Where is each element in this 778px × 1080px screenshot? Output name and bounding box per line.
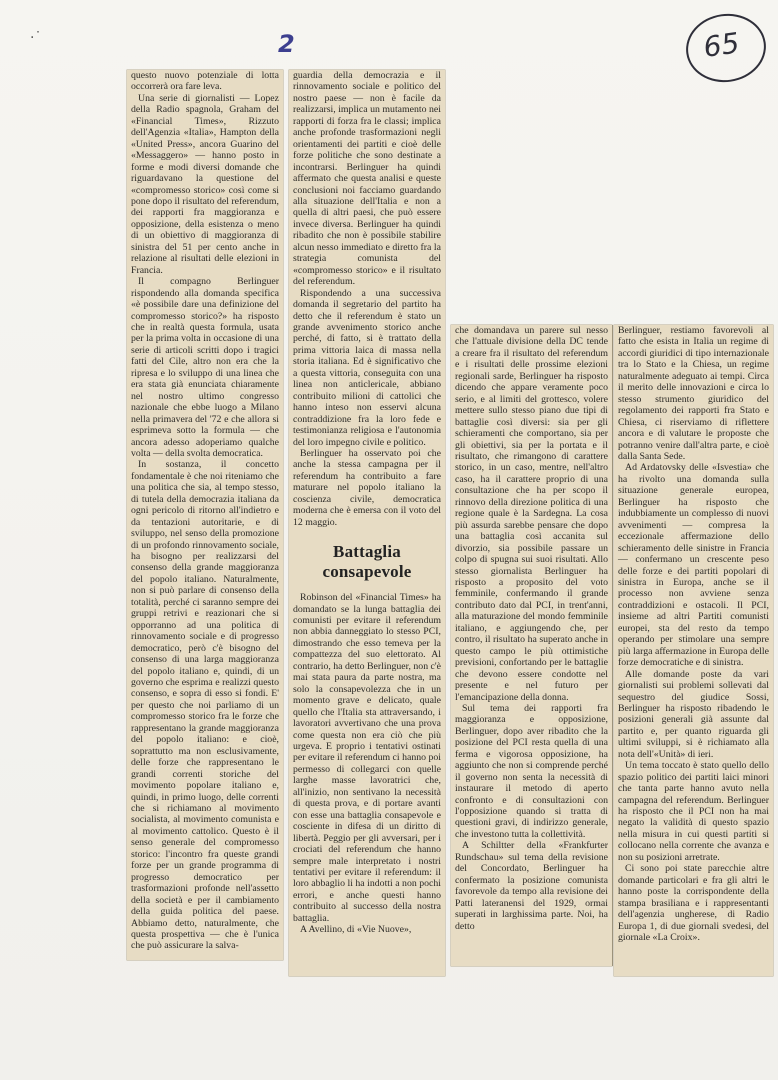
clipping-column-1 [127,70,283,960]
clipping-column-3 [451,325,612,966]
corner-mark: ·˙ [30,30,42,46]
column-rule [612,325,613,966]
paragraph: Berlinguer ha osservato poi che anche la stessa campagna per il referendum ha contribuito a fare maturare nel popolo italiano la coscienza civile, democratica moderna che è emersa con il voto del 12 maggio. [293,447,441,528]
paragraph: Il compagno Berlinguer rispondendo alla domanda specifica «è possibile dare una definizione del compromesso storico?» ha risposto che in realtà questa formula, usata per la prima volta in occasione di una serie di articoli scritti dopo i tragici fatti del Cile, altro non era che la ripresa e lo sviluppo di una linea che era stata già enunciata chiaramente nel nostro ultimo congresso nazionale che ebbe luogo a Milano nella primavera del '72 e che allora si esprimeva sotto la formula — che ancora adesso adoperiamo qualche volta — della svolta democratica. [131,276,279,459]
paragraph: Alle domande poste da vari giornalisti sui problemi sollevati dal sequestro del giudice Sossi, Berlinguer ha risposto ribadendo le posizioni generali già assunte dal partito e, per quanto riguarda gli ultimi sviluppi, si è richiamato alla nota dell'«Unità» di ieri. [618,668,769,760]
clipping-column-4 [614,325,773,976]
paragraph: Robinson del «Financial Times» ha domandato se la lunga battaglia dei comunisti per evitare il referendum non abbia danneggiato lo stesso PCI, dimostrando che esso temeva per la compattezza del suo elettorato. Al contrario, ha detto Berlinguer, non c'è mai stata paura da parte nostra, ma solo la consapevolezza che in un momento grave e delicato, quale quello che l'Italia sta attraversando, i lavoratori avvertivano che una prova come questa non era ciò che più urgeva. E proprio i tentativi ostinati per evitare il referendum ci hanno poi permesso di collegarci con quelle larghe masse lavoratrici che, all'inizio, non sentivano la necessità di questa prova, e di portare avanti con esse una battaglia consapevole e cosciente in difesa di un diritto di libertà. Peggio per gli avversari, per i crociati del referendum che hanno sempre male interpretato i nostri tentativi per evitare il referendum: il loro abbaglio li ha indotti a non pochi errori, e anche questi hanno contribuito al successo della nostra battaglia. [293,592,442,924]
column-1-text [127,70,283,952]
paragraph: Ad Ardatovsky delle «Isvestia» che ha rivolto una domanda sulla situazione generale europea, Berlinguer ha risposto che indubbiamente un complesso di nuovi avvenimenti — compresa la eccezionale affermazione dello schieramento delle sinistre in Francia — confermano un crescente peso delle forze e dei partiti popolari di sinistra in Europa, anche se il processo non avviene senza contraddizioni e ostacoli. Il PCI, insieme ad altri Partiti comunisti europei, sta del resto da tempo operando per stimolare una sempre più larga affermazione in Europa delle forze democratiche e di sinistra. [618,462,769,669]
clipping-column-2 [289,70,445,976]
subheading [293,538,441,584]
paragraph: che domandava un parere sul nesso che l'attuale divisione della DC tende a creare fra il risultato del referendum e i risultati delle prossime elezioni regionali sarde, Berlinguer ha risposto dicendo che appare veramente poco serio, e al limiti del grottesco, volere mettere sullo stesso piano due tipi di battaglie così diversi: sia per gli schieramenti che comportano, sia per gli obiettivi, sia per la portata e il risultato, che rimangono di carattere storico, in un caso, mentre, nell'altro caso, ha il carattere proprio di una consultazione che ha per scopo il rinnovo della direzione politica di una regione quale è la Sardegna. La cosa più assurda sarebbe pensare che dopo una battaglia così accanita sul divorzio, sia possibile passare un colpo di spugna sui suoi risultati. Allo stesso giornalista Berlinguer ha risposto a proposito del voto femminile, confermando il grande contributo dato dal PCI, in trent'anni, alla maturazione del mondo femminile italiano, e aggiungendo che, per contro, il risultato ha superato anche in questo campo le più ottimistiche previsioni, confortando per le battaglie che devono essere condotte nel presente e nel futuro per l'emancipazione della donna. [455,325,608,703]
paragraph: Un tema toccato è stato quello dello spazio politico dei partiti laici minori che tanta parte hanno avuto nella campagna del referendum. Berlinguer ha risposto che il PCI non ha mai negato la validità di questo spazio nella misura in cui questi partiti si collocano nella corrente che avanza e non su posizioni arretrate. [618,760,769,863]
subheading-line-1: Battaglia [333,542,401,562]
paragraph: Ci sono poi state parecchie altre domande particolari e fra gli altri le hanno poste la corrispondente della stampa brasiliana e i rappresentanti dell'agenzia ungherese, di Radio Europa 1, di due giornali svedesi, del giornale «La Croix». [618,863,769,944]
paragraph: Rispondendo a una successiva domanda il segretario del partito ha detto che il referendum è stato un grande avvenimento storico anche perché, di fatto, si è trattato della prima vittoria laica di massa nella storia italiana. Ed è significativo che a questa vittoria, conseguita con una linea non anticlericale, abbiano contribuito milioni di cattolici che hanno inteso non esservi alcuna contraddizione fra la loro fede e testimonianza religiosa e l'autonomia del loro impegno civile e politico. [293,287,441,448]
paragraph: Sul tema dei rapporti fra maggioranza e opposizione, Berlinguer, dopo aver ribadito che la posizione del PCI resta quella di una ferma e vigorosa opposizione, ha aggiunto che non si comprende perché il governo non senta la necessità di instaurare il metodo di aperto confronto e di consultazioni con l'opposizione quando si tratta di questioni gravi, di indirizzo generale, che investono tutta la collettività. [455,702,608,840]
paragraph: A Schiltter della «Frankfurter Rundschau» sul tema della revisione del Concordato, Berlinguer ha confermato la posizione comunista favorevole da tempo alla revisione dei Patti lateranensi del 1929, ormai superati in larghissima parte. Noi, ha detto [455,840,608,932]
paragraph: In sostanza, il concetto fondamentale è che noi riteniamo che una politica che sia, al tempo stesso, di tutela della democrazia italiana da ogni pericolo di ritorno all'indietro e da tentazioni autoritarie, e di sviluppo, nel senso della promozione di un profondo rinnovamento sociale, ha bisogno per realizzarsi del consenso della grande maggioranza del popolo italiano. Naturalmente, non si può parlare di consenso della totalità, perché ci saranno sempre dei gruppi retrivi e reazionari che si opporranno ad una politica di rinnovamento sociale e di progresso democratico, però c'è bisogno del consenso di una larga maggioranza del popolo italiano e, quindi, di un governo che esprima e realizzi questo consenso, e sopra di esso si fondi. E' per questo che noi parliamo di un compromesso storico fra le forze che rappresentano la grande maggioranza del popolo italiano: e cioè, soprattutto ma non esclusivamente, delle forze che rappresentano le grandi correnti storiche del movimento popolare italiano e, quindi, in primo luogo, delle correnti che si richiamano al movimento socialista, al movimento comunista e al movimento cattolico. Questo è il senso generale del compromesso storico: l'incontro fra queste grandi forze per un grande programma di progresso democratico per trasformazioni profonde nell'assetto della società e per il cambiamento della guida politica del paese. Abbiamo detto, naturalmente, che questa prospettiva — che è l'unica che può assicurare la salva- [131,459,279,952]
column-3-text [451,325,612,932]
handwritten-number: 2 [278,30,295,58]
circled-page-number [682,9,771,87]
paragraph: guardia della democrazia e il rinnovamento sociale e politico del nostro paese — non è facile da realizzarsi, implica un mutamento nei rapporti di forza fra le classi; implica anche profonde trasformazioni negli orientamenti dei partiti e cioè delle forze politiche che sono destinate a incontrarsi. Berlinguer ha quindi affermato che questa analisi e queste conclusioni noi facciamo guardando alla situazione dell'Italia e non a quella di altri paesi, che può essere invece diversa. Berlinguer ha quindi ribadito che non è possibile stabilire alcun nesso immediato e diretto fra la strategia comunista del «compromesso storico» e il risultato del referendum. [293,70,441,288]
page-number-text: 65 [701,26,742,64]
subheading-line-2: consapevole [322,562,412,582]
column-2-text [289,70,445,936]
paragraph: A Avellino, di «Vie Nuove», [300,924,412,936]
paragraph: Berlinguer, restiamo favorevoli al fatto che esista in Italia un regime di accordi giuridici di tipo internazionale tra lo Stato e la Chiesa, un regime naturalmente adeguato ai tempi. Circa il merito delle innovazioni e circa lo stesso strumento giuridico del regolamento dei rapporti fra Stato e Chiesa, ci riserviamo di riflettere ancora e di valutare le proposte che potranno venire dall'altra parte, e cioè dalla Santa Sede. [618,325,769,462]
paragraph: Una serie di giornalisti — Lopez della Radio spagnola, Graham del «Financial Times», Rizzuto dell'Agenzia «Italia», Hampton della «United Press», ancora Guarino del «Messaggero» — hanno posto in forme e modi diversi domande che riguardavano la questione del «compromesso storico» così come si pone dopo il risultato del referendum, dei rapporti fra maggioranza e opposizione, della esistenza o meno di un obiettivo di maggioranza di sinistra del 51 per cento anche in relazione al risultati delle elezioni in Francia. [131,92,280,276]
paragraph: questo nuovo potenziale di lotta occorrerà ora fare leva. [131,70,279,93]
column-4-text [614,325,773,943]
